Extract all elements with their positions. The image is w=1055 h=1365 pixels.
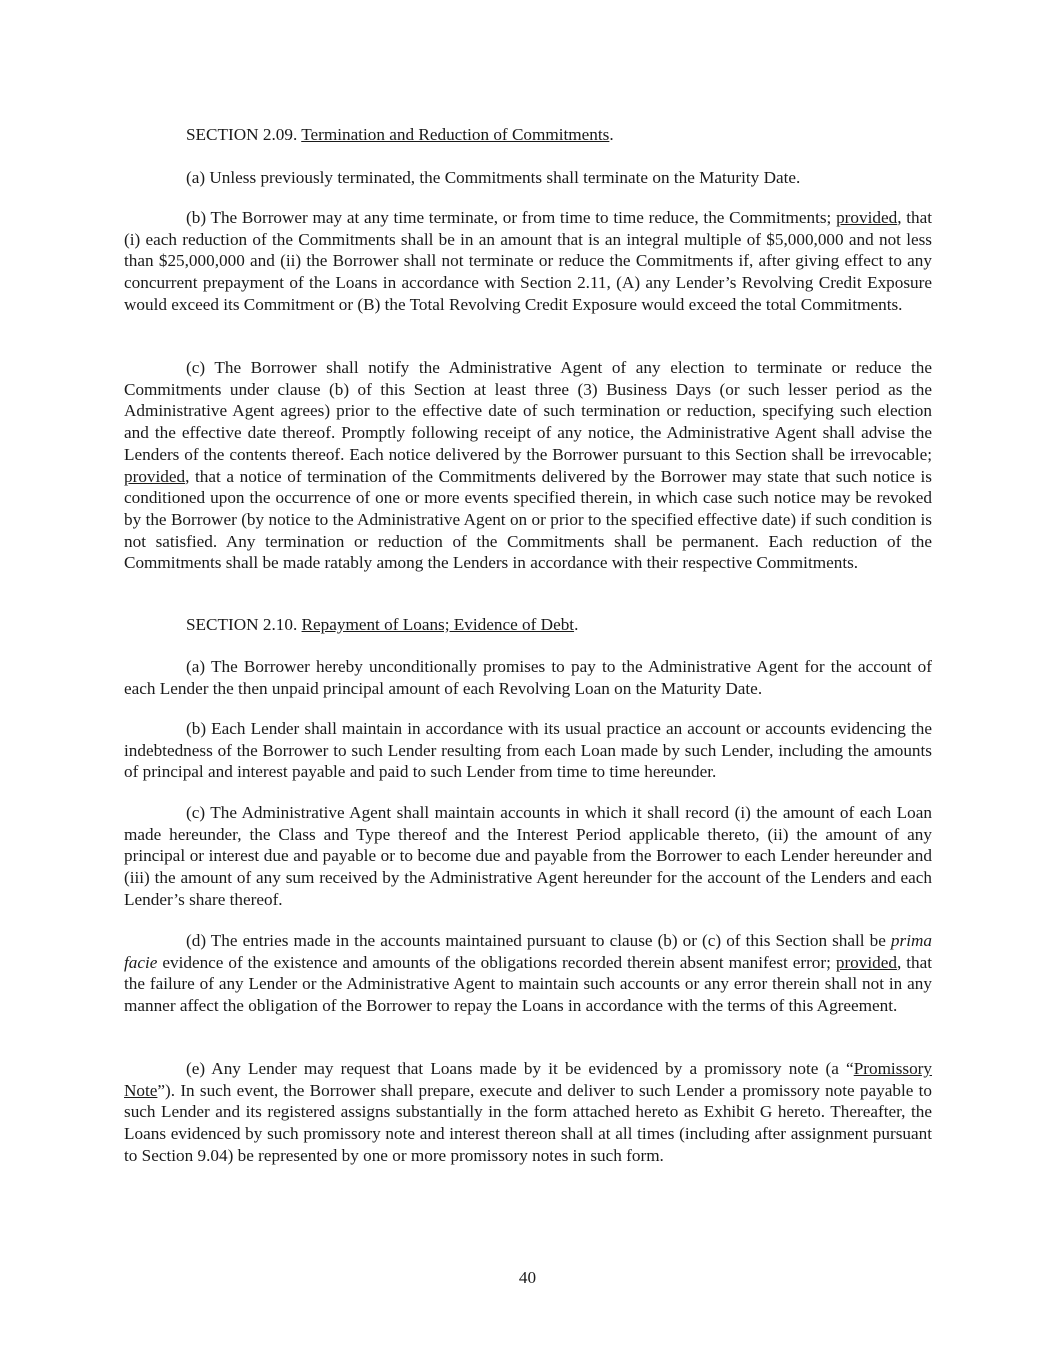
paragraph-2-09-b-rest: , that (i) each reduction of the Commitments shall be in an amount that is an integral multiple of $5,000,000 and not less than $25,000,000 and (ii) the Borrower shall not terminate or reduce the Commitments if, after giving effect to any concurrent prepayment of the Loans in accordance with Section 2.11, (A) any Lender’s Revolving Credit Exposure would exceed its Commitment or (B) the Total Revolving Credit Exposure would exceed the total Commitments. [124, 208, 932, 314]
paragraph-2-09-b [124, 207, 932, 316]
provided-term: provided [835, 952, 897, 972]
paragraph-2-10-e-lead: (e) Any Lender may request that Loans made by it be evidenced by a promissory note (a “ [186, 1059, 854, 1078]
paragraph-2-09-c-rest: , that a notice of termination of the Commitments delivered by the Borrower may state that such notice is conditioned upon the occurrence of one or more events specified therein, in which case such notice may be revoked by the Borrower (by notice to the Administrative Agent on or prior to the specified effective date) if such condition is not satisfied. Any termination or reduction of the Commitments shall be permanent. Each reduction of the Commitments shall be made ratably among the Lenders in accordance with their respective Commitments. [124, 466, 932, 573]
paragraph-2-10-b: (b) Each Lender shall maintain in accordance with its usual practice an account or accounts evidencing the indebtedness of the Borrower to such Lender resulting from each Loan made by such Lender, including the amounts of principal and interest payable and paid to such Lender from time to time hereunder. [124, 719, 932, 782]
paragraph-2-09-c-lead: (c) The Borrower shall notify the Administrative Agent of any election to terminate or reduce the Commitments under clause (b) of this Section at least three (3) Business Days (or such lesser period as the Administrative Agent agrees) prior to the effective date of such termination or reduction, specifying such election and the effective date thereof. Promptly following receipt of any notice, the Administrative Agent shall advise the Lenders of the contents thereof. Each notice delivered by the Borrower pursuant to this Section shall be irrevocable; [124, 358, 932, 464]
provided-term: provided [124, 466, 186, 486]
section-2-09-number: SECTION 2.09. [186, 125, 302, 144]
paragraph-2-10-d [124, 930, 932, 1017]
paragraph-2-10-e [124, 1058, 932, 1167]
paragraph-2-09-b-lead: (b) The Borrower may at any time terminate, or from time to time reduce, the Commitments; [186, 208, 837, 227]
section-2-10-number: SECTION 2.10. [186, 615, 302, 634]
section-2-10-period: . [574, 615, 579, 634]
section-2-09-title: Termination and Reduction of Commitments [301, 125, 610, 144]
paragraph-2-09-a: (a) Unless previously terminated, the Commitments shall terminate on the Maturity Date. [186, 168, 801, 187]
section-2-10-heading [124, 614, 932, 636]
section-2-09-heading [124, 124, 932, 146]
paragraph-2-10-d-lead: (d) The entries made in the accounts maintained pursuant to clause (b) or (c) of this Section shall be [186, 931, 891, 950]
paragraph-2-10-a: (a) The Borrower hereby unconditionally promises to pay to the Administrative Agent for the account of each Lender the then unpaid principal amount of each Revolving Loan on the Maturity Date. [124, 657, 932, 698]
paragraph-2-10-d-rest: , that the failure of any Lender or the Administrative Agent to maintain such accounts or any error therein shall not in any manner affect the obligation of the Borrower to repay the Loans in accordance with the terms of this Agreement. [124, 952, 932, 1016]
section-2-10-title: Repayment of Loans; Evidence of Debt [301, 615, 575, 634]
paragraph-2-10-e-rest: ”). In such event, the Borrower shall prepare, execute and deliver to such Lender a promissory note payable to such Lender and its registered assigns substantially in the form attached hereto as Exhibit G hereto. Thereafter, the Loans evidenced by such promissory note and interest thereon shall at all times (including after assignment pursuant to Section 9.04) be represented by one or more promissory notes in such form. [124, 1080, 932, 1165]
paragraph-2-09-c [124, 357, 932, 574]
section-2-09-period: . [609, 125, 614, 144]
page-number: 40 [518, 1268, 537, 1287]
paragraph-2-10-d-mid: evidence of the existence and amounts of the obligations recorded therein absent manifest error; [157, 952, 836, 972]
promissory-note-term: Promissory Note [124, 1059, 932, 1100]
provided-term: provided [836, 208, 898, 227]
paragraph-2-10-c: (c) The Administrative Agent shall maintain accounts in which it shall record (i) the amount of each Loan made hereunder, the Class and Type thereof and the Interest Period applicable thereto, (ii) the amount of any principal or interest due and payable or to become due and payable from the Borrower to each Lender hereunder and (iii) the amount of any sum received by the Administrative Agent hereunder for the account of the Lenders and each Lender’s share thereof. [124, 803, 932, 909]
prima-facie-term: prima facie [124, 931, 932, 972]
